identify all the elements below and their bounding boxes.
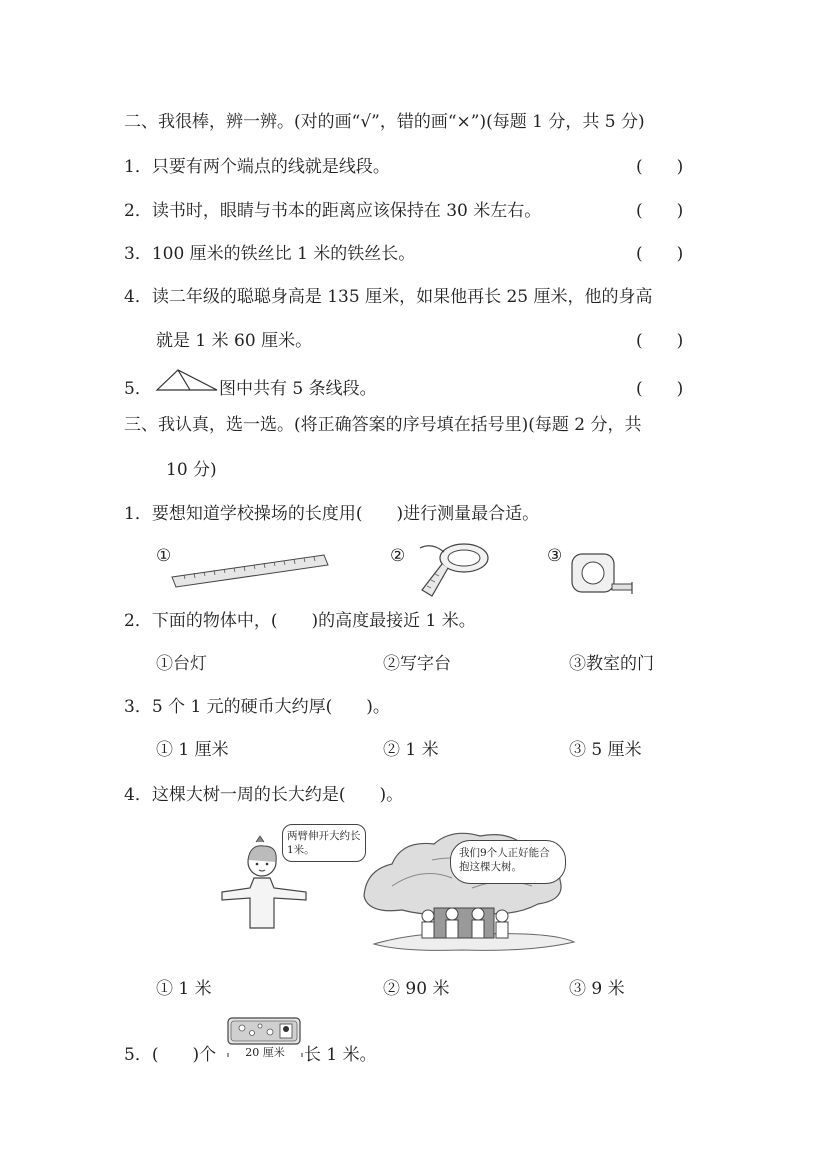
bubble-text: 我们9个人正好能合抱这棵大树。 <box>459 847 550 873</box>
item-text: 这棵大树一周的长大约是( )。 <box>151 785 404 805</box>
item-number: 1． <box>124 157 152 177</box>
item-number: 2． <box>124 201 152 221</box>
option-2-label: ② <box>390 546 406 566</box>
question-prefix: ( )个 <box>151 1045 217 1065</box>
item-text: 下面的物体中，( )的高度最接近 1 米。 <box>151 611 476 631</box>
option-c[interactable]: ③教室的门 <box>569 654 654 674</box>
option-a[interactable]: ① 1 厘米 <box>156 740 229 760</box>
item-number: 3． <box>124 244 152 264</box>
option-a[interactable]: ① 1 米 <box>156 979 212 999</box>
answer-blank[interactable]: ( ) <box>636 157 684 177</box>
item-text: 只要有两个端点的线就是线段。 <box>151 157 390 177</box>
steel-tape-icon <box>568 550 638 598</box>
option-1-label: ① <box>156 546 172 566</box>
item-number: 3． <box>124 697 152 717</box>
choice-question-5 <box>124 1044 216 1066</box>
choice-question-2 <box>124 610 476 632</box>
item-number: 5． <box>124 1045 152 1065</box>
item-text: 读书时，眼睛与书本的距离应该保持在 30 米左右。 <box>151 201 542 221</box>
judge-item-2 <box>124 200 541 222</box>
pencil-box-icon <box>226 1016 302 1046</box>
measure-arrow <box>228 1053 302 1057</box>
triangle-figure <box>156 368 218 392</box>
item-text: 要想知道学校操场的长度用( )进行测量最合适。 <box>151 504 540 524</box>
choice-question-3 <box>124 696 390 718</box>
bubble-text: 两臂伸开大约长1米。 <box>287 830 361 856</box>
ruler-icon <box>170 553 330 589</box>
option-c[interactable]: ③ 9 米 <box>569 979 625 999</box>
girl-speech-bubble <box>282 824 366 862</box>
option-b[interactable]: ②写字台 <box>383 654 451 674</box>
item-number: 4． <box>124 287 152 307</box>
answer-blank[interactable]: ( ) <box>636 379 684 399</box>
judge-item-5-number: 5． <box>124 379 152 399</box>
judge-item-5-text: 图中共有 5 条线段。 <box>219 379 377 399</box>
judge-item-4-cont: 就是 1 米 60 厘米。 <box>156 331 313 351</box>
kids-speech-bubble <box>450 840 566 884</box>
option-a[interactable]: ①台灯 <box>156 654 207 674</box>
tape-measure-icon <box>412 536 492 598</box>
option-b[interactable]: ② 90 米 <box>383 979 450 999</box>
answer-blank[interactable]: ( ) <box>636 201 684 221</box>
section-3-heading: 三、我认真，选一选。(将正确答案的序号填在括号里)(每题 2 分，共 <box>124 415 642 435</box>
section-2-heading: 二、我很棒，辨一辨。(对的画“√”，错的画“×”)(每题 1 分，共 5 分) <box>124 112 645 132</box>
item-number: 2． <box>124 611 152 631</box>
item-text: 5 个 1 元的硬币大约厚( )。 <box>151 697 390 717</box>
choice-question-1 <box>124 503 539 525</box>
judge-item-1 <box>124 156 390 178</box>
question-suffix: 长 1 米。 <box>304 1045 377 1065</box>
option-b[interactable]: ② 1 米 <box>383 740 439 760</box>
judge-item-4 <box>124 286 653 308</box>
judge-item-3 <box>124 243 415 265</box>
measure-text: 20 厘米 <box>245 1046 285 1059</box>
item-text: 100 厘米的铁丝比 1 米的铁丝长。 <box>151 244 416 264</box>
answer-blank[interactable]: ( ) <box>636 244 684 264</box>
section-3-heading-cont: 10 分) <box>166 460 217 480</box>
option-c[interactable]: ③ 5 厘米 <box>569 740 642 760</box>
choice-question-4 <box>124 784 403 806</box>
item-number: 1． <box>124 504 152 524</box>
answer-blank[interactable]: ( ) <box>636 331 684 351</box>
item-text: 读二年级的聪聪身高是 135 厘米，如果他再长 25 厘米，他的身高 <box>151 287 653 307</box>
item-number: 4． <box>124 785 152 805</box>
option-3-label: ③ <box>547 546 563 566</box>
